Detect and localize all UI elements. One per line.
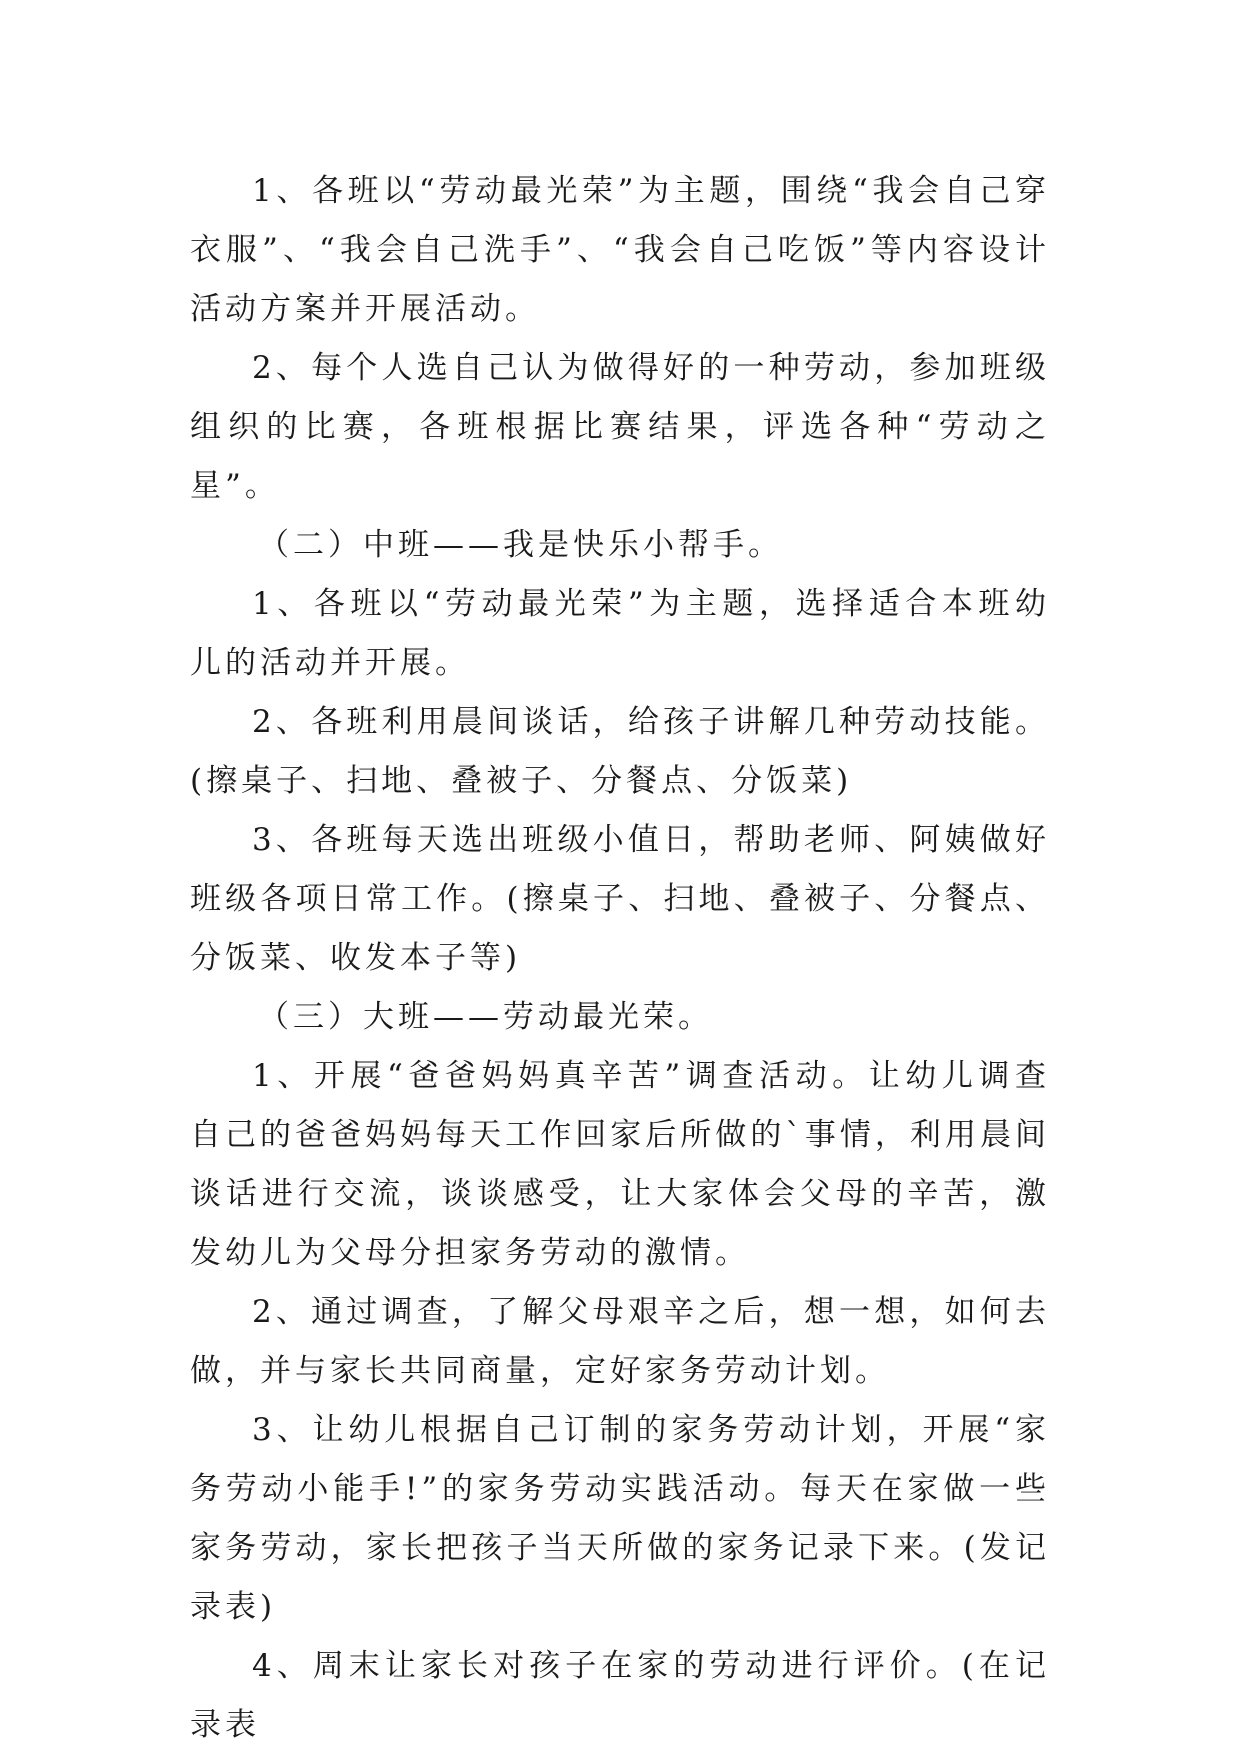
paragraph-large-class-item-4: 4、周末让家长对孩子在家的劳动进行评价。(在记录表	[190, 1648, 1050, 1743]
section-heading-large-class: （三）大班——劳动最光荣。	[258, 999, 713, 1035]
paragraph-middle-class-item-1: 1、各班以“劳动最光荣”为主题，选择适合本班幼儿的活动并开展。	[190, 586, 1050, 681]
section-heading-middle-class: （二）中班——我是快乐小帮手。	[258, 527, 783, 563]
document-body	[190, 162, 1050, 1755]
paragraph-middle-class-item-3: 3、各班每天选出班级小值日，帮助老师、阿姨做好班级各项日常工作。(擦桌子、扫地、叠被子、分餐点、分饭菜、收发本子等)	[190, 822, 1050, 976]
paragraph-large-class-item-2: 2、通过调查，了解父母艰辛之后，想一想，如何去做，并与家长共同商量，定好家务劳动计划。	[190, 1294, 1050, 1389]
paragraph-middle-class-item-2: 2、各班利用晨间谈话，给孩子讲解几种劳动技能。(擦桌子、扫地、叠被子、分餐点、分饭菜)	[190, 704, 1050, 799]
paragraph-small-class-item-2: 2、每个人选自己认为做得好的一种劳动，参加班级组织的比赛，各班根据比赛结果，评选各种“劳动之星”。	[190, 350, 1050, 504]
paragraph-large-class-item-1: 1、开展“爸爸妈妈真辛苦”调查活动。让幼儿调查自己的爸爸妈妈每天工作回家后所做的`事情，利用晨间谈话进行交流，谈谈感受，让大家体会父母的辛苦，激发幼儿为父母分担家务劳动的激情。	[190, 1058, 1050, 1271]
paragraph-small-class-item-1: 1、各班以“劳动最光荣”为主题，围绕“我会自己穿衣服”、“我会自己洗手”、“我会自己吃饭”等内容设计活动方案并开展活动。	[190, 173, 1050, 327]
paragraph-large-class-item-3: 3、让幼儿根据自己订制的家务劳动计划，开展“家务劳动小能手!”的家务劳动实践活动。每天在家做一些家务劳动，家长把孩子当天所做的家务记录下来。(发记录表)	[190, 1412, 1050, 1625]
